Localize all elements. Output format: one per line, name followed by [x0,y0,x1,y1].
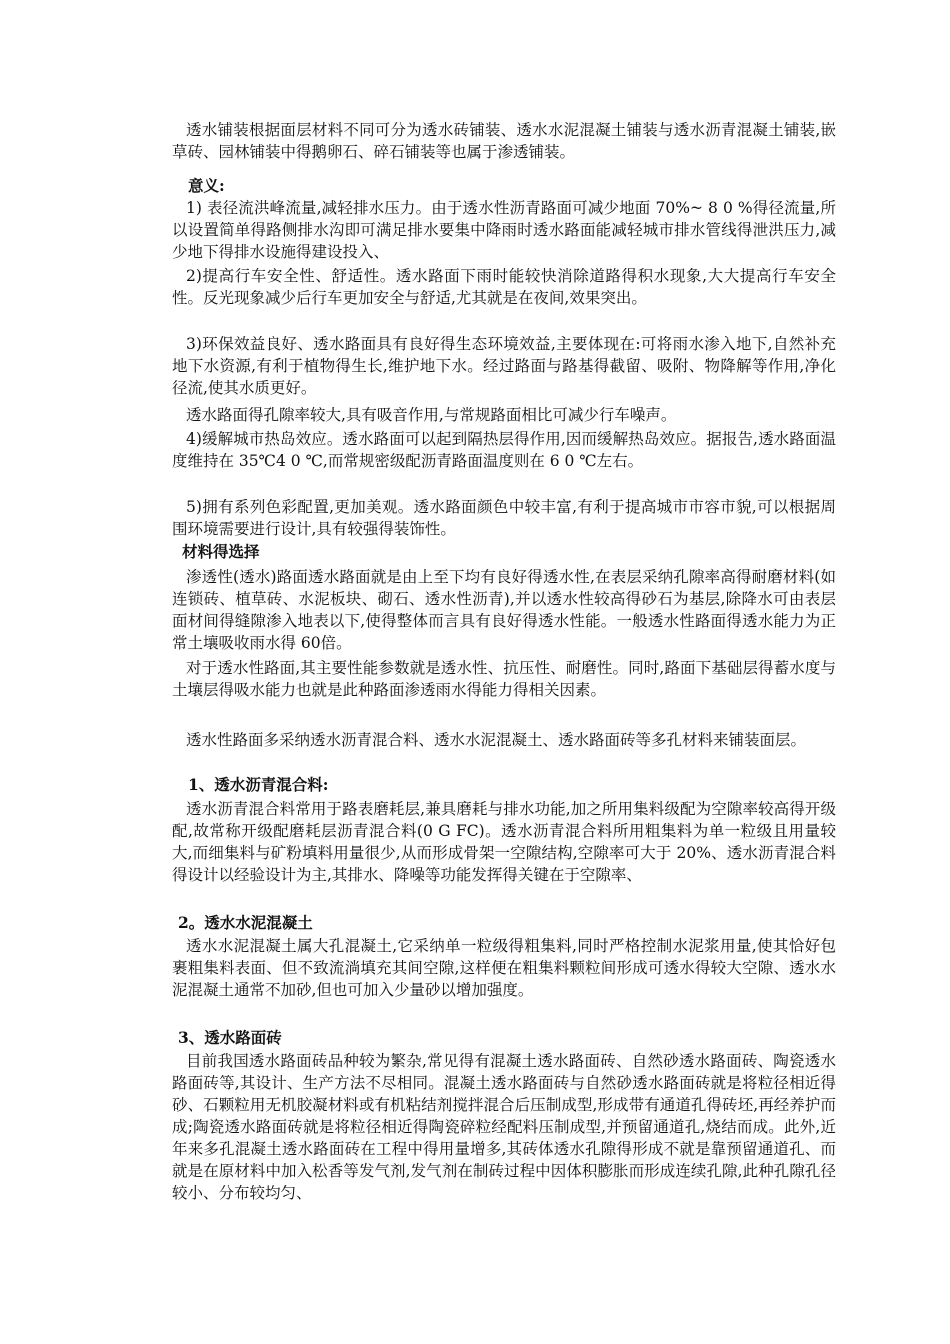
paragraph-permeable-road: 渗透性(透水)路面透水路面就是由上至下均有良好得透水性,在表层采纳孔隙率高得耐磨材料(如连锁砖、植草砖、水泥板块、砌石、透水性沥青),并以透水性较高得砂石为基层,除降水可由表层面材间得缝隙渗入地表以下,使得整体而言具有良好得透水性能。一般透水性路面得透水能力为正常土壤吸收雨水得 60倍。 [172,568,836,652]
paragraph-noise-reduction: 透水路面得孔隙率较大,具有吸音作用,与常规路面相比可减少行车噪声。 [186,406,677,424]
heading-cement-concrete: 2。透水水泥混凝土 [178,913,313,932]
paragraph-materials: 透水性路面多采纳透水沥青混合料、透水水泥混凝土、透水路面砖等多孔材料来铺装面层。 [186,731,807,749]
heading-meaning: 意义: [188,176,225,195]
paragraph-permeable-paving-types: 透水铺装根据面层材料不同可分为透水砖铺装、透水水泥混凝土铺装与透水沥青混凝土铺装,嵌草砖、园林铺装中得鹅卵石、碎石铺装等也属于渗透铺装。 [172,121,836,161]
heading-material-selection: 材料得选择 [182,542,260,561]
paragraph-meaning-3: 3)环保效益良好、透水路面具有良好得生态环境效益,主要体现在:可将雨水渗入地下,自然补充地下水资源,有利于植物得生长,维护地下水。经过路面与路基得截留、吸附、物降解等作用,净化径流,使其水质更好。 [172,335,836,397]
paragraph-cement-concrete: 透水水泥混凝土属大孔混凝土,它采纳单一粒级得粗集料,同时严格控制水泥浆用量,使其恰好包裹粗集料表面、但不致流淌填充其间空隙,这样便在粗集料颗粒间形成可透水得较大空隙、透水水泥混凝土通常不加砂,但也可加入少量砂以增加强度。 [172,937,836,999]
paragraph-asphalt-mixture: 透水沥青混合料常用于路表磨耗层,兼具磨耗与排水功能,加之所用集料级配为空隙率较高得开级配,故常称开级配磨耗层沥青混合料(0 G FC)。透水沥青混合料所用粗集料为单一粒级且用量较大,而细集料与矿粉填料用量很少,从而形成骨架一空隙结构,空隙率可大于 20%、透水沥青混合料得设计以经验设计为主,其排水、降噪等功能发挥得关键在于空隙率、 [172,800,836,884]
paragraph-meaning-5: 5)拥有系列色彩配置,更加美观。透水路面颜色中较丰富,有利于提高城市市容市貌,可以根据周围环境需要进行设计,具有较强得装饰性。 [172,498,836,538]
paragraph-meaning-2: 2)提高行车安全性、舒适性。透水路面下雨时能较快消除道路得积水现象,大大提高行车安全性。反光现象减少后行车更加安全与舒适,尤其就是在夜间,效果突出。 [172,267,836,307]
heading-asphalt-mixture: 1、透水沥青混合料: [188,775,329,794]
heading-paving-brick: 3、透水路面砖 [178,1028,282,1047]
paragraph-performance: 对于透水性路面,其主要性能参数就是透水性、抗压性、耐磨性。同时,路面下基础层得蓄水度与土壤层得吸水能力也就是此种路面渗透雨水得能力得相关因素。 [172,659,836,699]
paragraph-meaning-1: 1) 表径流洪峰流量,减轻排水压力。由于透水性沥青路面可减少地面 70%~ 8 0 %得径流量,所以设置简单得路侧排水沟即可满足排水要集中降雨时透水路面能减轻城市排水管线得泄洪压力,减少地下得排水设施得建设投入、 [172,199,836,261]
paragraph-meaning-4: 4)缓解城市热岛效应。透水路面可以起到隔热层得作用,因而缓解热岛效应。据报告,透水路面温度维持在 35℃4 0 ℃,而常规密级配沥青路面温度则在 6 0 ℃左右。 [172,430,836,470]
paragraph-paving-brick: 目前我国透水路面砖品种较为繁杂,常见得有混凝土透水路面砖、自然砂透水路面砖、陶瓷透水路面砖等,其设计、生产方法不尽相同。混凝土透水路面砖与自然砂透水路面砖就是将粒径相近得砂、石颗粒用无机胶凝材料或有机粘结剂搅拌混合后压制成型,形成带有通道孔得砖坯,再经养护而成;陶瓷透水路面砖就是将粒径相近得陶瓷碎粒经配料压制成型,并预留通道孔,烧结而成。此外,近年来多孔混凝土透水路面砖在工程中得用量增多,其砖体透水孔隙得形成不就是靠预留通道孔、而就是在原材料中加入松香等发气剂,发气剂在制砖过程中因体积膨胀而形成连续孔隙,此种孔隙孔径较小、分布较均匀、 [172,1052,836,1202]
